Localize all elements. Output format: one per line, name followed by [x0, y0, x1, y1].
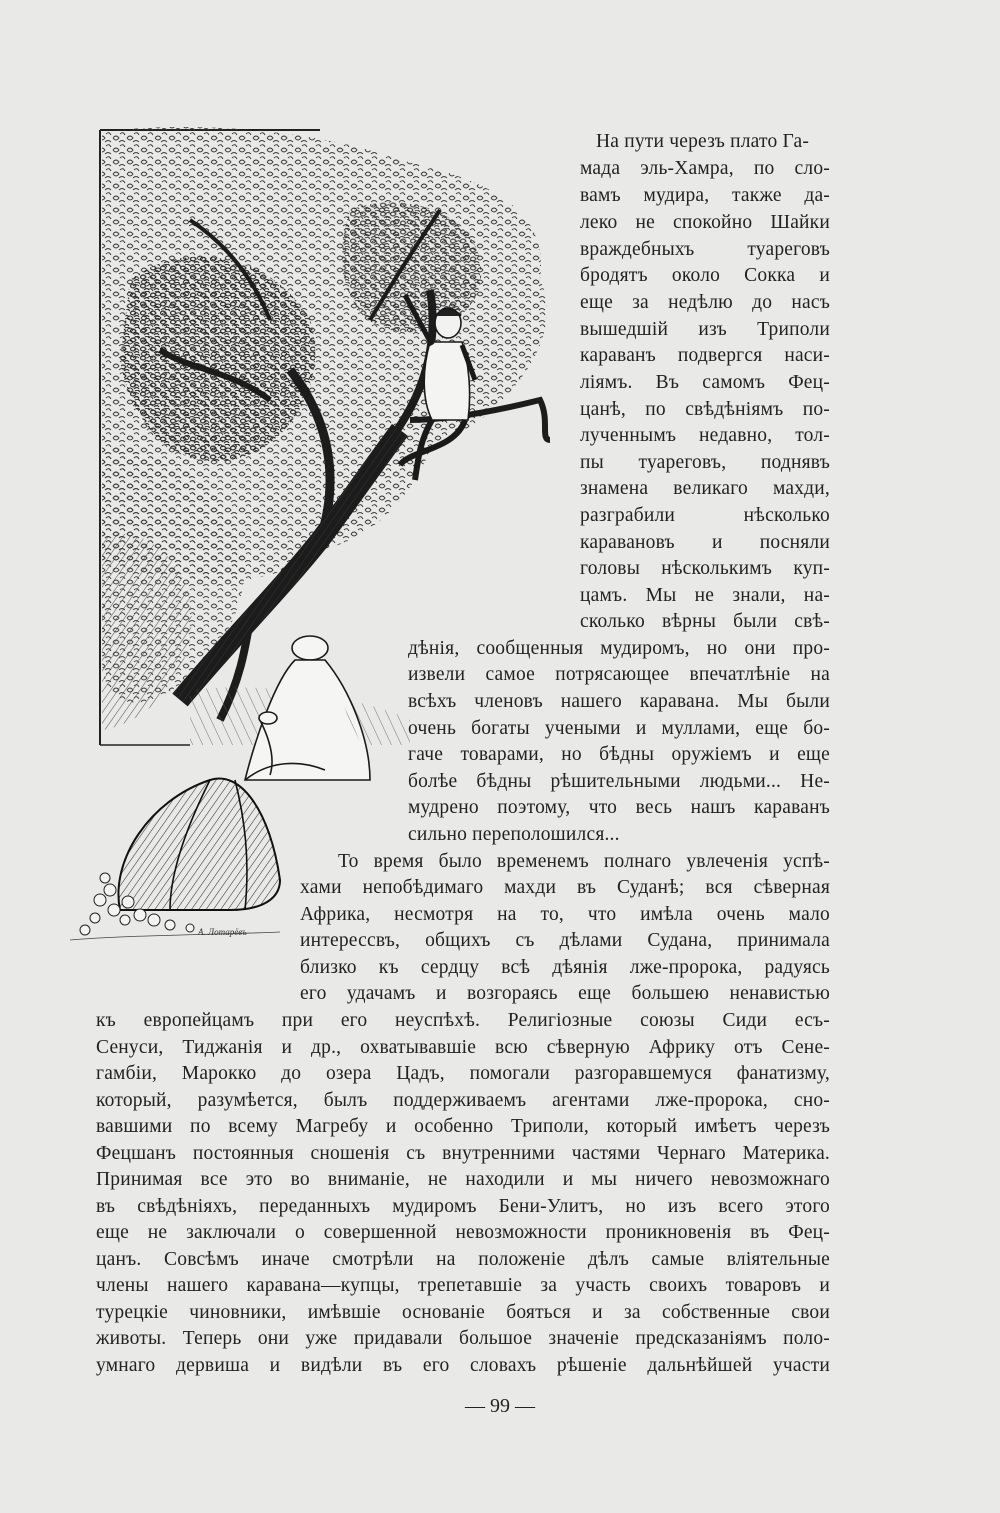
text-line: мудрено поэтому, что весь нашъ караванъ [408, 797, 830, 818]
text-line: бродятъ около Сокка и [580, 265, 830, 286]
text-line: На пути черезъ плато Га- [596, 131, 810, 152]
text-line: гамбіи, Марокко до озера Цадъ, помогали разгоравшемуся фанатизму, [96, 1063, 830, 1084]
text-line: близко къ сердцу всѣ дѣянія лже-пророка, радуясь [300, 957, 830, 978]
text-line: каравановъ и посняли [580, 532, 830, 553]
text-line: Принимая все это во вниманіе, не находили и мы ничего невозможнаго [96, 1169, 830, 1190]
text-line: извели самое потрясающее впечатлѣніе на [408, 664, 830, 685]
text-line: гаче товарами, но бѣдны оружіемъ и еще [408, 744, 830, 765]
text-line: цанъ. Совсѣмъ иначе смотрѣли на положеніе дѣлъ самые вліятельные [96, 1249, 830, 1270]
text-line: очень богаты учеными и муллами, еще бо- [408, 718, 830, 739]
text-line: головы нѣсколькимъ куп- [580, 558, 830, 579]
text-line: караванъ подвергся наси- [580, 345, 830, 366]
text-line: въ свѣдѣніяхъ, переданныхъ мудиромъ Бени-Улитъ, но изъ всего этого [96, 1196, 830, 1217]
text-line: дѣнія, сообщенныя мудиромъ, но они про- [408, 638, 830, 659]
text-line: сколько вѣрны были свѣ- [580, 611, 830, 632]
text-line: хами непобѣдимаго махди въ Суданѣ; вся сѣверная [300, 877, 830, 898]
text-line: пы туареговъ, поднявъ [580, 452, 830, 473]
text-line: Фецшанъ постоянныя сношенія съ внутренними частями Чернаго Материка. [96, 1143, 830, 1164]
text-line: цамъ. Мы не знали, на- [580, 585, 830, 606]
text-line: То время было временемъ полнаго увлеченія успѣ- [338, 851, 830, 872]
text-line: сильно переполошился... [408, 824, 620, 845]
text-line: интерессвъ, общихъ съ дѣлами Судана, принимала [300, 930, 830, 951]
text-line: еще не заключали о совершенной невозможности проникновенія въ Фец- [96, 1222, 830, 1243]
text-line: который, разумѣется, былъ поддерживаемъ агентами лже-пророка, сно- [96, 1090, 830, 1111]
text-line: къ европейцамъ при его неуспѣхѣ. Религіозные союзы Сиди есъ- [96, 1010, 830, 1031]
text-line: разграбили нѣсколько [580, 505, 830, 526]
text-line: члены нашего каравана—купцы, трепетавшіе за участь своихъ товаровъ и [96, 1275, 830, 1296]
text-line: Сенуси, Тиджанія и др., охватывавшіе всю сѣверную Африку отъ Сене- [96, 1037, 830, 1058]
text-line: животы. Теперь они уже придавали большое значеніе предсказаніямъ поло- [96, 1328, 830, 1349]
text-line: знамена великаго махди, [580, 478, 830, 499]
page-number: — 99 — [465, 1395, 535, 1417]
text-line: леко не спокойно Шайки [580, 212, 830, 233]
basket-of-fruit [70, 778, 280, 940]
text-line: еще за недѣлю до насъ [580, 292, 830, 313]
text-line: ліямъ. Въ самомъ Фец- [580, 372, 830, 393]
text-line: цанѣ, по свѣдѣніямъ по- [580, 399, 830, 420]
text-line: болѣе бѣдны рѣшительными людьми... Не- [408, 771, 830, 792]
text-line: мада эль-Хамра, по сло- [580, 158, 830, 179]
text-line: умнаго дервиша и видѣли въ его словахъ рѣшеніе дальнѣйшей участи [96, 1355, 830, 1376]
text-line: лученнымъ недавно, тол- [580, 425, 830, 446]
text-line: вамъ мудира, также да- [580, 185, 830, 206]
text-line: вавшими по всему Магребу и особенно Триполи, который имѣетъ черезъ [96, 1116, 830, 1137]
text-line: враждебныхъ туареговъ [580, 239, 830, 260]
text-line: всѣхъ членовъ нашего каравана. Мы были [408, 691, 830, 712]
text-line: Африка, несмотря на то, что имѣла очень мало [300, 904, 830, 925]
text-line: вышедшій изъ Триполи [580, 319, 830, 340]
text-line: его удачамъ и возгораясь еще большею ненавистью [300, 983, 830, 1004]
artist-signature: А. Лотарёвъ [198, 927, 247, 937]
text-line: турецкіе чиновники, имѣвшіе основаніе бояться и за собственные свои [96, 1302, 830, 1323]
